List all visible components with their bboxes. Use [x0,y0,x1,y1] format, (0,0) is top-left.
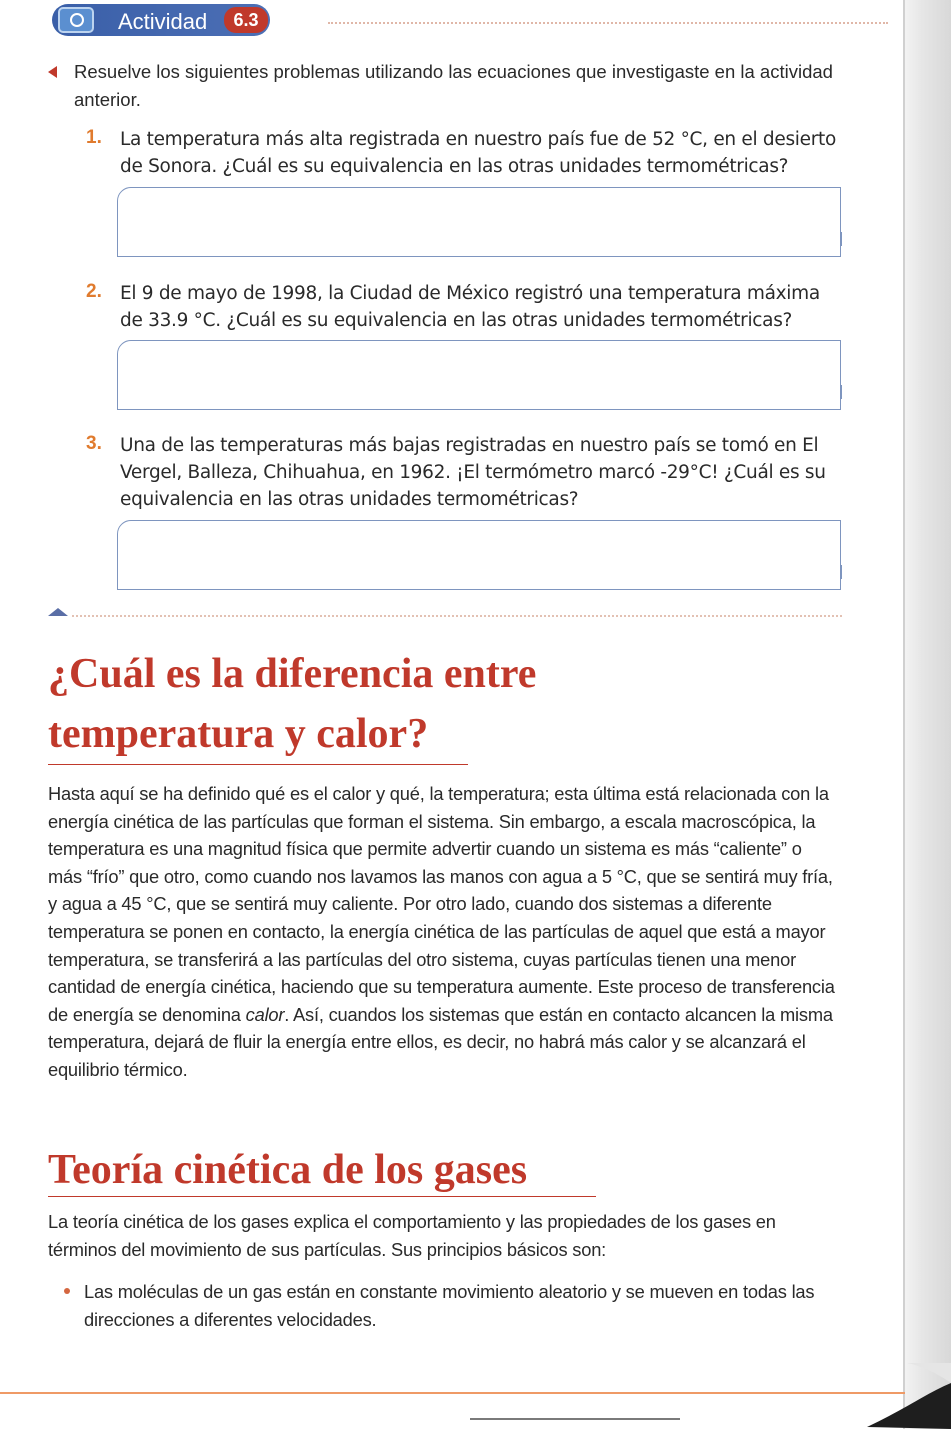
activity-number-badge: 6.3 [224,7,268,33]
question-1-text: La temperatura más alta registrada en nuestro país fue de 52 °C, en el desierto de Sonora. ¿Cuál es su equivalencia en las otras unidades termométricas? [120,129,836,177]
section-2-title: Teoría cinética de los gases [48,1147,528,1193]
section-dotted-rule [72,615,842,617]
question-1-number: 1. [86,127,102,148]
bullet-dot-icon [64,1288,70,1294]
answer-box-2[interactable] [117,340,841,410]
magnifier-book-icon [58,7,94,33]
header-dotted-rule [328,22,888,24]
intro-arrow-icon [48,66,57,78]
section-2-body: La teoría cinética de los gases explica el comportamiento y las propiedades de los gases en términos del movimiento de sus partículas. Sus principios básicos son: [48,1211,776,1260]
page-curl-icon [867,1363,951,1429]
answer-box-1[interactable] [117,187,841,257]
activity-label: Actividad [118,9,208,34]
intro-instructions: Resuelve los siguientes problemas utilizando las ecuaciones que investigaste en la actividad anterior. [74,61,833,110]
section-1-title-underline [48,764,468,765]
section-1-body-part-1: Hasta aquí se ha definido qué es el calor y qué, la temperatura; esta última está relacionada con la energía cinética de las partículas que forman el sistema. Sin embargo, a escala macroscópica, la temperatura es una magnitud física que permite advertir cuando un sistema es más “caliente” o más “frío” que otro, como cuando nos lavamos las manos con agua a 5 °C, que se sentirá muy fría, y agua a 45 °C, que se sentirá muy caliente. Por otro lado, cuando dos sistemas a diferente temperatura se ponen en contacto, la energía cinética de las partículas de aquel que está a mayor temperatura, se transferirá a las partículas del otro sistema, cuyas partículas tienen una menor cantidad de energía cinética, haciendo que su temperatura aumente. Este proceso de transferencia de energía se denomina [48,783,835,1025]
answer-box-3[interactable] [117,520,841,590]
section-1-title-line-1: ¿Cuál es la diferencia entre [48,651,537,697]
question-3-number: 3. [86,433,102,454]
question-2-number: 2. [86,281,102,302]
section-1-title-line-2: temperatura y calor? [48,711,429,757]
question-3-text: Una de las temperaturas más bajas registradas en nuestro país se tomó en El Vergel, Balleza, Chihuahua, en 1962. ¡El termómetro marcó -29°C! ¿Cuál es su equivalencia en las otras unidades termométricas? [120,435,826,510]
footer-rule [0,1392,905,1394]
page-edge-shadow [903,0,951,1429]
section-2-bullet-1: Las moléculas de un gas están en constante movimiento aleatorio y se mueven en todas las direcciones a diferentes velocidades. [84,1281,815,1330]
footer-dark-rule [470,1418,680,1420]
section-1-body-part-2: . Así, cuandos los sistemas que están en contacto alcancen la misma temperatura, dejará de fluir la energía entre ellos, es decir, no habrá más calor y se alcanzará el equilibrio térmico. [48,1003,833,1080]
section-1-body-italic: calor [245,1003,285,1025]
section-1-body [48,780,840,1084]
section-2-title-underline [48,1196,596,1197]
section-triangle-icon [48,608,68,616]
question-2-text: El 9 de mayo de 1998, la Ciudad de México registró una temperatura máxima de 33.9 °C. ¿Cuál es su equivalencia en las otras unidades termométricas? [120,283,820,331]
